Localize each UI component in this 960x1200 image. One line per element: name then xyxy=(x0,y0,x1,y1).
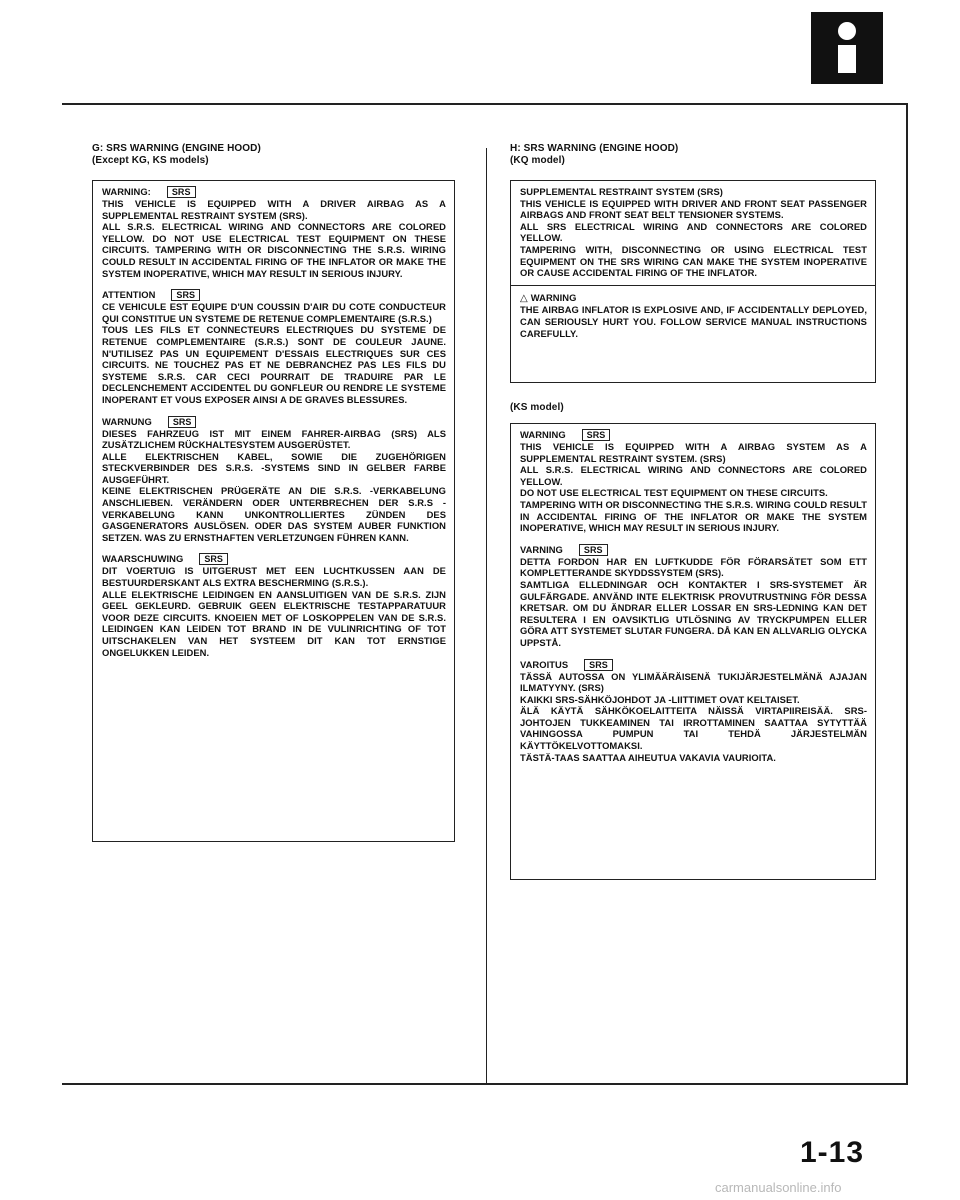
warning-block-french xyxy=(102,289,446,405)
warning-block-english xyxy=(102,186,446,279)
warning-block-heading xyxy=(102,186,446,198)
warning-block-body: TÄSSÄ AUTOSSA ON YLIMÄÄRÄISENÄ TUKIJÄRJESTELMÄNÄ AJAJAN ILMATYYNY. (SRS) KAIKKI SRS-SÄHKÖJOHDOT JA -LIITTIMET OVAT KELTAISET. ÄLÄ KÄYTÄ SÄHKÖKOELAITTEITA NÄISSÄ VIRTAPIIREISÄÄ. SRS-JOHTOJEN TUKKEAMINEN TAI IRROTTAMINEN SAATTAA SYTYTTÄÄ VAHINGOSSA PUMPUN TAI TEHDÄ JÄRJESTELMÄN KÄYTTÖKELVOTTOMAKSI. TÄSTÄ-TAAS SAATTAA AIHEUTUA VAKAVIA VAURIOITA. xyxy=(520,670,867,763)
warning-heading-text: WARNING: xyxy=(102,186,151,197)
section-h-title-line1: H: SRS WARNING (ENGINE HOOD) xyxy=(510,143,679,154)
srs-body: THIS VEHICLE IS EQUIPPED WITH DRIVER AND FRONT SEAT PASSENGER AIRBAGS AND FRONT SEAT BELT TENSIONER SYSTEMS. ALL SRS ELECTRICAL WIRING AND CONNECTORS ARE COLORED YELLOW. TAMPERING WITH, DISCONNECTING OR USING ELECTRICAL TEST EQUIPMENT ON THE SRS WIRING CAN MAKE THE SYSTEM INOPERATIVE OR CAUSE ACCIDENTAL FIRING OF THE INFLATOR. xyxy=(520,197,867,279)
warning-block-body: THIS VEHICLE IS EQUIPPED WITH A DRIVER AIRBAG AS A SUPPLEMENTAL RESTRAINT SYSTEM (SRS). ALL S.R.S. ELECTRICAL WIRING AND CONNECTORS ARE COLORED YELLOW. DO NOT USE ELECTRICAL TEST EQUIPMENT ON THESE CIRCUITS. TAMPERING WITH OR DISCONNECTING THE S.R.S. WIRING COULD RESULT IN ACCIDENTAL FIRING OF THE INFLATOR OR MAKE THE SYSTEM INOPERATIVE, WHICH MAY RESULT IN SERIOUS INJURY. xyxy=(102,198,446,279)
warning-block-heading xyxy=(520,544,867,556)
srs-badge: SRS xyxy=(199,553,228,565)
warning-block-swedish xyxy=(520,544,867,649)
srs-badge: SRS xyxy=(582,429,611,441)
srs-badge: SRS xyxy=(579,544,608,556)
srs-badge: SRS xyxy=(171,289,200,301)
warning-triangle-icon: △ xyxy=(520,292,528,304)
warning-block-body: DIESES FAHRZEUG IST MIT EINEM FAHRER-AIRBAG (SRS) ALS ZUSÄTZLICHEM RÜCKHALTESYSTEM AUSGERÜSTET. ALLE ELEKTRISCHEN KABEL, SOWIE DIE ZUGEHÖRIGEN STECKVERBINDER DES S.R.S. -SYSTEMS SIND IN GELBER FARBE AUSGEFÜHRT. KEINE ELEKTRISCHEN PRÜGERÄTE AN DIE S.R.S. -VERKABELUNG ANSCHLIEBEN. VERÄNDERN ODER UNTERBRECHEN DER S.R.S -VERKABELUNG KANN UNKONTROLLIERTES ZÜNDEN DES GASGENERATORS AUSLÖSEN. ODER DAS SYSTEM AUBER FUNKTION SETZEN. WAS ZU ERNSTHAFTEN VERLETZUNGEN FÜHREN KANN. xyxy=(102,427,446,543)
section-ks-title: (KS model) xyxy=(510,402,564,413)
info-icon xyxy=(811,12,883,84)
warning-heading-text: WARNING xyxy=(520,429,566,440)
warning-block-body: CE VEHICULE EST EQUIPE D'UN COUSSIN D'AIR DU COTE CONDUCTEUR QUI CONSTITUE UN SYSTEME DE RETENUE COMPLEMENTAIRE (S.R.S.) TOUS LES FILS ET CONNECTEURS ELECTRIQUES DU SYSTEME DE RETENUE COMPLEMENTAIRE (S.R.S.) SONT DE COULEUR JAUNE. N'UTILISEZ PAS UN EQUIPEMENT D'ESSAIS ELECTRIQUES SUR CES CIRCUITS. NE TOUCHEZ PAS ET NE DEBRANCHEZ PAS LES FILS DU SYSTEME S.R.S. CAR CECI POURRAIT DE TRADUIRE PAR LE DECLENCHEMENT ACCIDENTEL DU GONFLEUR OU RENDRE LE SYSTEME INOPERANT ET VOUS EXPOSER AINSI A DE GRAVES BLESSURES. xyxy=(102,301,446,405)
box-divider xyxy=(511,285,875,286)
warning-heading-text: WARNUNG xyxy=(102,415,152,427)
watermark: carmanualsonline.info xyxy=(715,1180,842,1195)
top-rule xyxy=(62,103,908,105)
warning-block-heading xyxy=(102,289,446,301)
section-h-title-line2: (KQ model) xyxy=(510,155,565,166)
section-g-title-line1: G: SRS WARNING (ENGINE HOOD) xyxy=(92,143,261,154)
airbag-warning-heading-text: WARNING xyxy=(530,291,577,303)
srs-badge: SRS xyxy=(584,659,613,671)
warning-block-body: DIT VOERTUIG IS UITGERUST MET EEN LUCHTKUSSEN AAN DE BESTUURDERSKANT ALS EXTRA BESCHERMING (S.R.S.). ALLE ELEKTRISCHE LEIDINGEN EN AANSLUITIGEN VAN DE S.R.S. ZIJN GEEL GEKLEURD. GEBRUIK GEEN ELEKTRISCHE TESTAPPARATUUR VOOR DEZE CIRCUITS. KNOEIEN MET OF LOSKOPPELEN VAN DE S.R.S. LEIDINGEN KAN LEIDEN TOT BRAND IN DE VULINRICHTING OF TOT UITSCHAKELEN VAN HET SYSTEEM DIT KAN TOT ERNSTIGE ONGELUKKEN LEIDEN. xyxy=(102,565,446,658)
warning-block-body: THIS VEHICLE IS EQUIPPED WITH A AIRBAG SYSTEM AS A SUPPLEMENTAL RESTRAINT SYSTEM. (SRS) ALL S.R.S. ELECTRICAL WIRING AND CONNECTORS ARE COLORED YELLOW. DO NOT USE ELECTRICAL TEST EQUIPMENT ON THESE CIRCUITS. TAMPERING WITH OR DISCONNECTING THE S.R.S. WIRING COULD RESULT IN ACCIDENTAL FIRING OF THE INFLATOR OR MAKE THE SYSTEM INOPERATIVE, WHICH MAY RESULT IN SERIOUS INJURY. xyxy=(520,441,868,534)
airbag-warning-heading xyxy=(520,292,867,305)
section-g-title xyxy=(92,143,261,167)
srs-badge: SRS xyxy=(167,186,196,198)
section-h-warning-box xyxy=(510,180,876,383)
section-h-title xyxy=(510,143,678,167)
warning-heading-text: VAROITUS xyxy=(520,658,569,670)
info-icon-dot xyxy=(838,22,856,40)
warning-heading-text: VARNING xyxy=(520,543,563,555)
section-ks-warning-box xyxy=(510,423,876,880)
warning-heading-text: WAARSCHUWING xyxy=(102,553,184,565)
bottom-rule xyxy=(62,1083,908,1085)
warning-block-dutch xyxy=(102,553,446,658)
column-divider xyxy=(486,148,487,1083)
right-rule xyxy=(906,103,908,1083)
srs-heading: SUPPLEMENTAL RESTRAINT SYSTEM (SRS) xyxy=(520,186,723,197)
warning-block-heading xyxy=(520,659,867,671)
airbag-warning-body: THE AIRBAG INFLATOR IS EXPLOSIVE AND, IF ACCIDENTALLY DEPLOYED, CAN SERIOUSLY HURT YOU. FOLLOW SERVICE MANUAL INSTRUCTIONS CAREFULLY. xyxy=(520,304,867,339)
info-icon-bar xyxy=(838,45,856,73)
page-number: 1-13 xyxy=(800,1136,865,1169)
warning-block-heading xyxy=(520,429,867,441)
warning-block-heading xyxy=(102,416,446,428)
section-g-title-line2: (Except KG, KS models) xyxy=(92,155,209,166)
section-g-warning-box xyxy=(92,180,455,842)
srs-badge: SRS xyxy=(168,416,197,428)
warning-heading-text: ATTENTION xyxy=(102,289,156,301)
warning-block-body: DETTA FORDON HAR EN LUFTKUDDE FÖR FÖRARSÄTET SOM ETT KOMPLETTERANDE SKYDDSSYSTEM (SRS). SAMTLIGA ELLEDNINGAR OCH KONTAKTER I SRS-SYSTEMET ÄR GULFÄRGADE. ANVÄND INTE ELEKTRISK PROVUTRUSTNING FÖR DESSA KRETSAR. OM DU ÄNDRAR ELLER LOSSAR EN SRS-LEDNING KAN DET RESULTERA I EN OAVSIKTLIG UTLÖSNING AV TRYCKPUMPEN ELLER GÖRA ATT SYSTEMET SLUTAR FUNGERA. DÅ KAN EN ALLVARLIG OLYCKA UPPSTÅ. xyxy=(520,555,867,648)
warning-block-english xyxy=(520,429,867,534)
warning-block-finnish xyxy=(520,659,867,764)
warning-block-german xyxy=(102,416,446,544)
warning-block-heading xyxy=(102,553,446,565)
